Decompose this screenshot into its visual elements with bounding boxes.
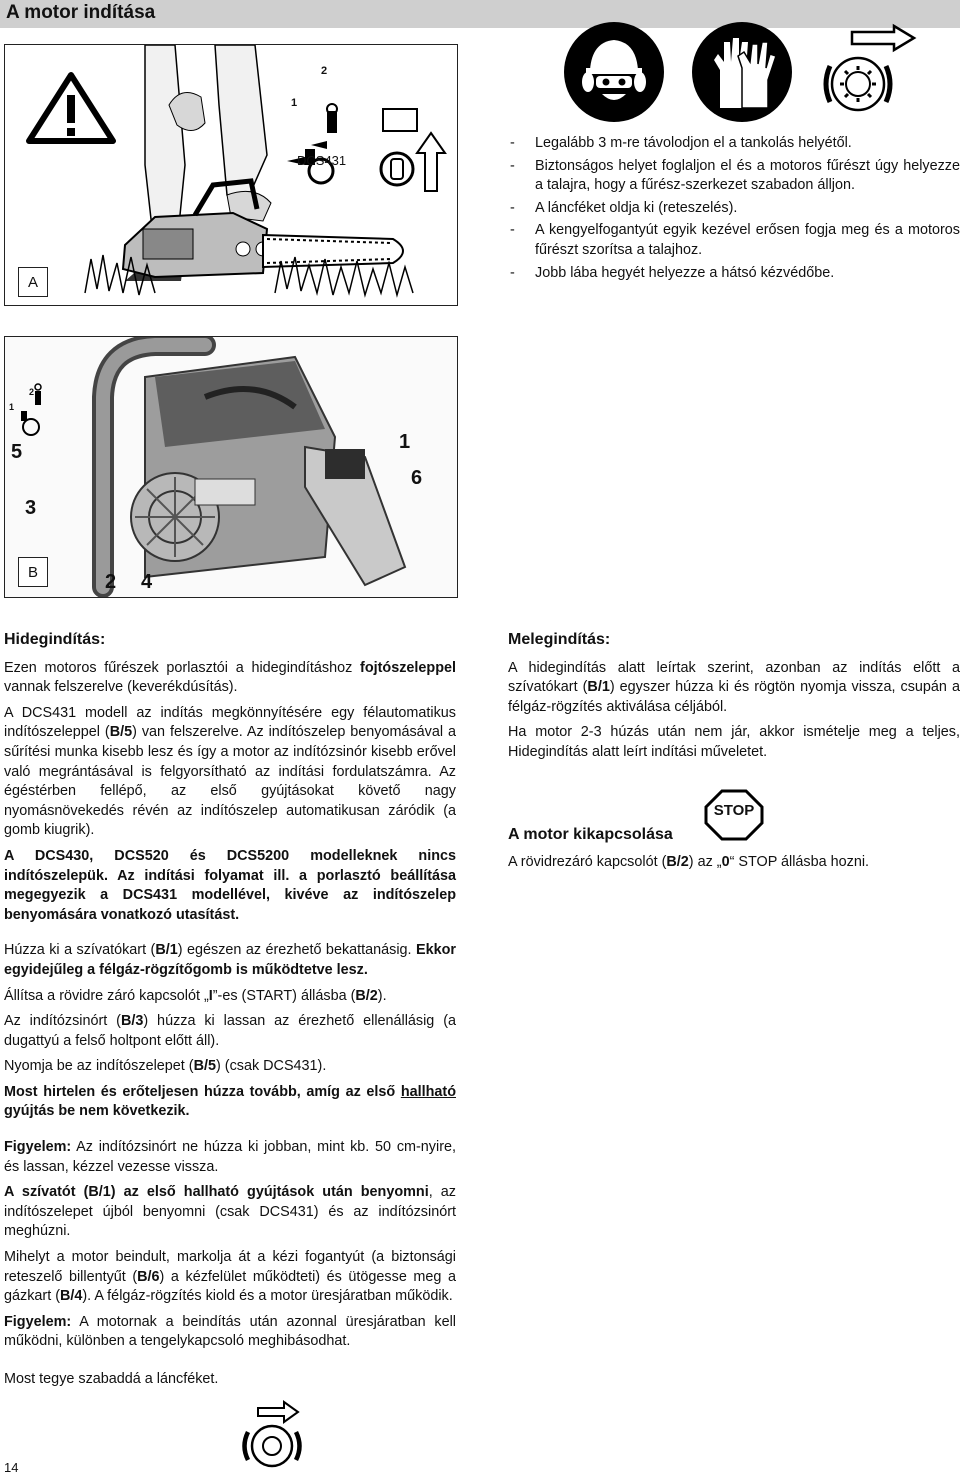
bullet-item: - Legalább 3 m-re távolodjon el a tankolás helyétől. <box>508 134 960 154</box>
callout-5: 5 <box>11 441 23 463</box>
warm-start-section <box>508 630 960 878</box>
paragraph: Az indítózsinórt (B/3) húzza ki lassan az érezhető ellenállásig (a dugattyú a felső holtpont előtt áll). <box>4 1013 457 1049</box>
paragraph: Nyomja be az indítószelepet (B/5) (csak DCS431). <box>4 1058 327 1075</box>
callout-3: 3 <box>25 497 37 519</box>
symbol-step-1: 1 <box>9 402 15 412</box>
figure-b-label: B <box>18 557 48 587</box>
step-number-1: 1 <box>291 97 298 109</box>
chainsaw-starting-illustration <box>5 45 457 305</box>
paragraph: Figyelem: Az indítózsinórt ne húzza ki jobban, mint kb. 50 cm-nyire, és lassan, kézzel vezesse vissza. <box>4 1139 456 1175</box>
callout-4: 4 <box>141 571 153 593</box>
step-number-2: 2 <box>321 65 328 77</box>
paragraph: Húzza ki a szívatókart (B/1) egészen az érezhető bekattanásig. Ekkor egyidejűleg a félgáz-rögzítőgomb is működtetve lesz. <box>4 942 456 978</box>
bullet-item: - A kengyelfogantyút egyik kezével erősen fogja meg és a motoros fűrészt szorítsa a talajhoz. <box>508 221 960 260</box>
cold-start-section <box>4 630 456 1396</box>
chainsaw-controls-photo <box>5 337 457 597</box>
paragraph: Állítsa a rövidre záró kapcsolót „I”-es (START) állásba (B/2). <box>4 987 387 1004</box>
bullet-item: - Biztonságos helyet foglaljon el és a motoros fűrészt úgy helyezze a talajra, hogy a fűrész-szerkezet szabadon álljon. <box>508 157 960 196</box>
warning-triangle-icon <box>29 75 113 141</box>
callout-1: 1 <box>399 431 411 453</box>
paragraph: Mihelyt a motor beindult, markolja át a kézi fogantyút (a biztonsági reteszelő billentyűt (B/6) a kézfelület működteti) és ütögesse meg a gázkart (B/4). A félgáz-rögzítés kiold és a motor üresjáratban működik. <box>4 1249 456 1305</box>
paragraph: Ezen motoros fűrészek porlasztói a hidegindításhoz fojtószeleppel vannak felszerelve (keverékdúsítás). <box>4 659 456 696</box>
paragraph: Ha motor 2-3 húzás után nem jár, akkor ismételje meg a teljes, Hidegindítás alatt leírt indítási műveletet. <box>508 724 960 760</box>
paragraph: A DCS430, DCS520 és DCS5200 modelleknek nincs indítószelepük. Az indítási folyamat ill. a porlasztó beállítása megegyezik a DCS431 modellével, kivéve az indítószelep benyomására vonatkozó utasítást. <box>4 847 456 923</box>
paragraph: A hidegindítás alatt leírtak szerint, azonban az indítás előtt a szívatókart (B/1) egyszer húzza ki és rögtön nyomja vissza, csupán a félgáz-rögzítés aktiválása céljából. <box>508 659 960 715</box>
model-label: DCS431 <box>297 153 347 168</box>
figure-a <box>4 44 458 306</box>
paragraph: Figyelem: A motornak a beindítás után azonnal üresjáratban kell működni, különben a tengelykapcsoló meghibásodhat. <box>4 1313 456 1350</box>
protective-gloves-icon <box>690 20 794 124</box>
cold-start-heading: Hidegindítás: <box>4 631 106 648</box>
safety-bullet-list <box>508 134 960 286</box>
paragraph: A szívatót (B/1) az első hallható gyújtások után benyomni, az indítószelepet újból benyomni (csak DCS431) és az indítózsinórt meghúzni. <box>4 1184 456 1240</box>
symbol-step-2: 2 <box>29 387 35 397</box>
paragraph: A rövidrezáró kapcsolót (B/2) az „0“ STOP állásba hozni. <box>508 853 870 870</box>
bullet-item: - Jobb lába hegyét helyezze a hátsó kézvédőbe. <box>508 264 960 284</box>
helmet-ear-eye-protection-icon <box>562 20 666 124</box>
decompression-valve-icon <box>381 109 445 191</box>
paragraph: A DCS431 modell az indítás megkönnyítésére egy félautomatikus indítószeleppel (B/5) van felszerelve. Az indítószelep benyomásával a sűrítési munka kisebb lesz és így a motor az indítózsinór kisebb erővel való megrántásával is felgyorsítható az indítási fordulatszámra. Az égéstérben fellépő, az első gyújtásokat követő nagy nyomásnövekedés révén az indítószelep automatikusan záródik (a gomb kiugrik). <box>4 704 456 839</box>
page-number: 14 <box>4 1460 19 1475</box>
bullet-item: - A láncféket oldja ki (reteszelés). <box>508 199 960 219</box>
figure-b <box>4 336 458 598</box>
page-title: A motor indítása <box>6 2 156 23</box>
warm-start-heading: Melegindítás: <box>508 631 611 648</box>
callout-2: 2 <box>105 571 117 593</box>
paragraph: Most tegye szabaddá a láncféket. <box>4 1371 219 1387</box>
paragraph: Most hirtelen és erőteljesen húzza tovább, amíg az első hallható gyújtás be nem következik. <box>4 1083 456 1120</box>
stop-heading-row <box>508 789 960 859</box>
figure-a-label: A <box>18 267 48 297</box>
stop-sign-text: STOP <box>713 801 755 819</box>
stop-heading: A motor kikapcsolása <box>508 825 673 843</box>
choke-lever-icon <box>287 104 337 183</box>
chain-brake-release-icon <box>818 22 928 122</box>
callout-6: 6 <box>411 467 423 489</box>
chain-brake-icon <box>236 1398 316 1478</box>
